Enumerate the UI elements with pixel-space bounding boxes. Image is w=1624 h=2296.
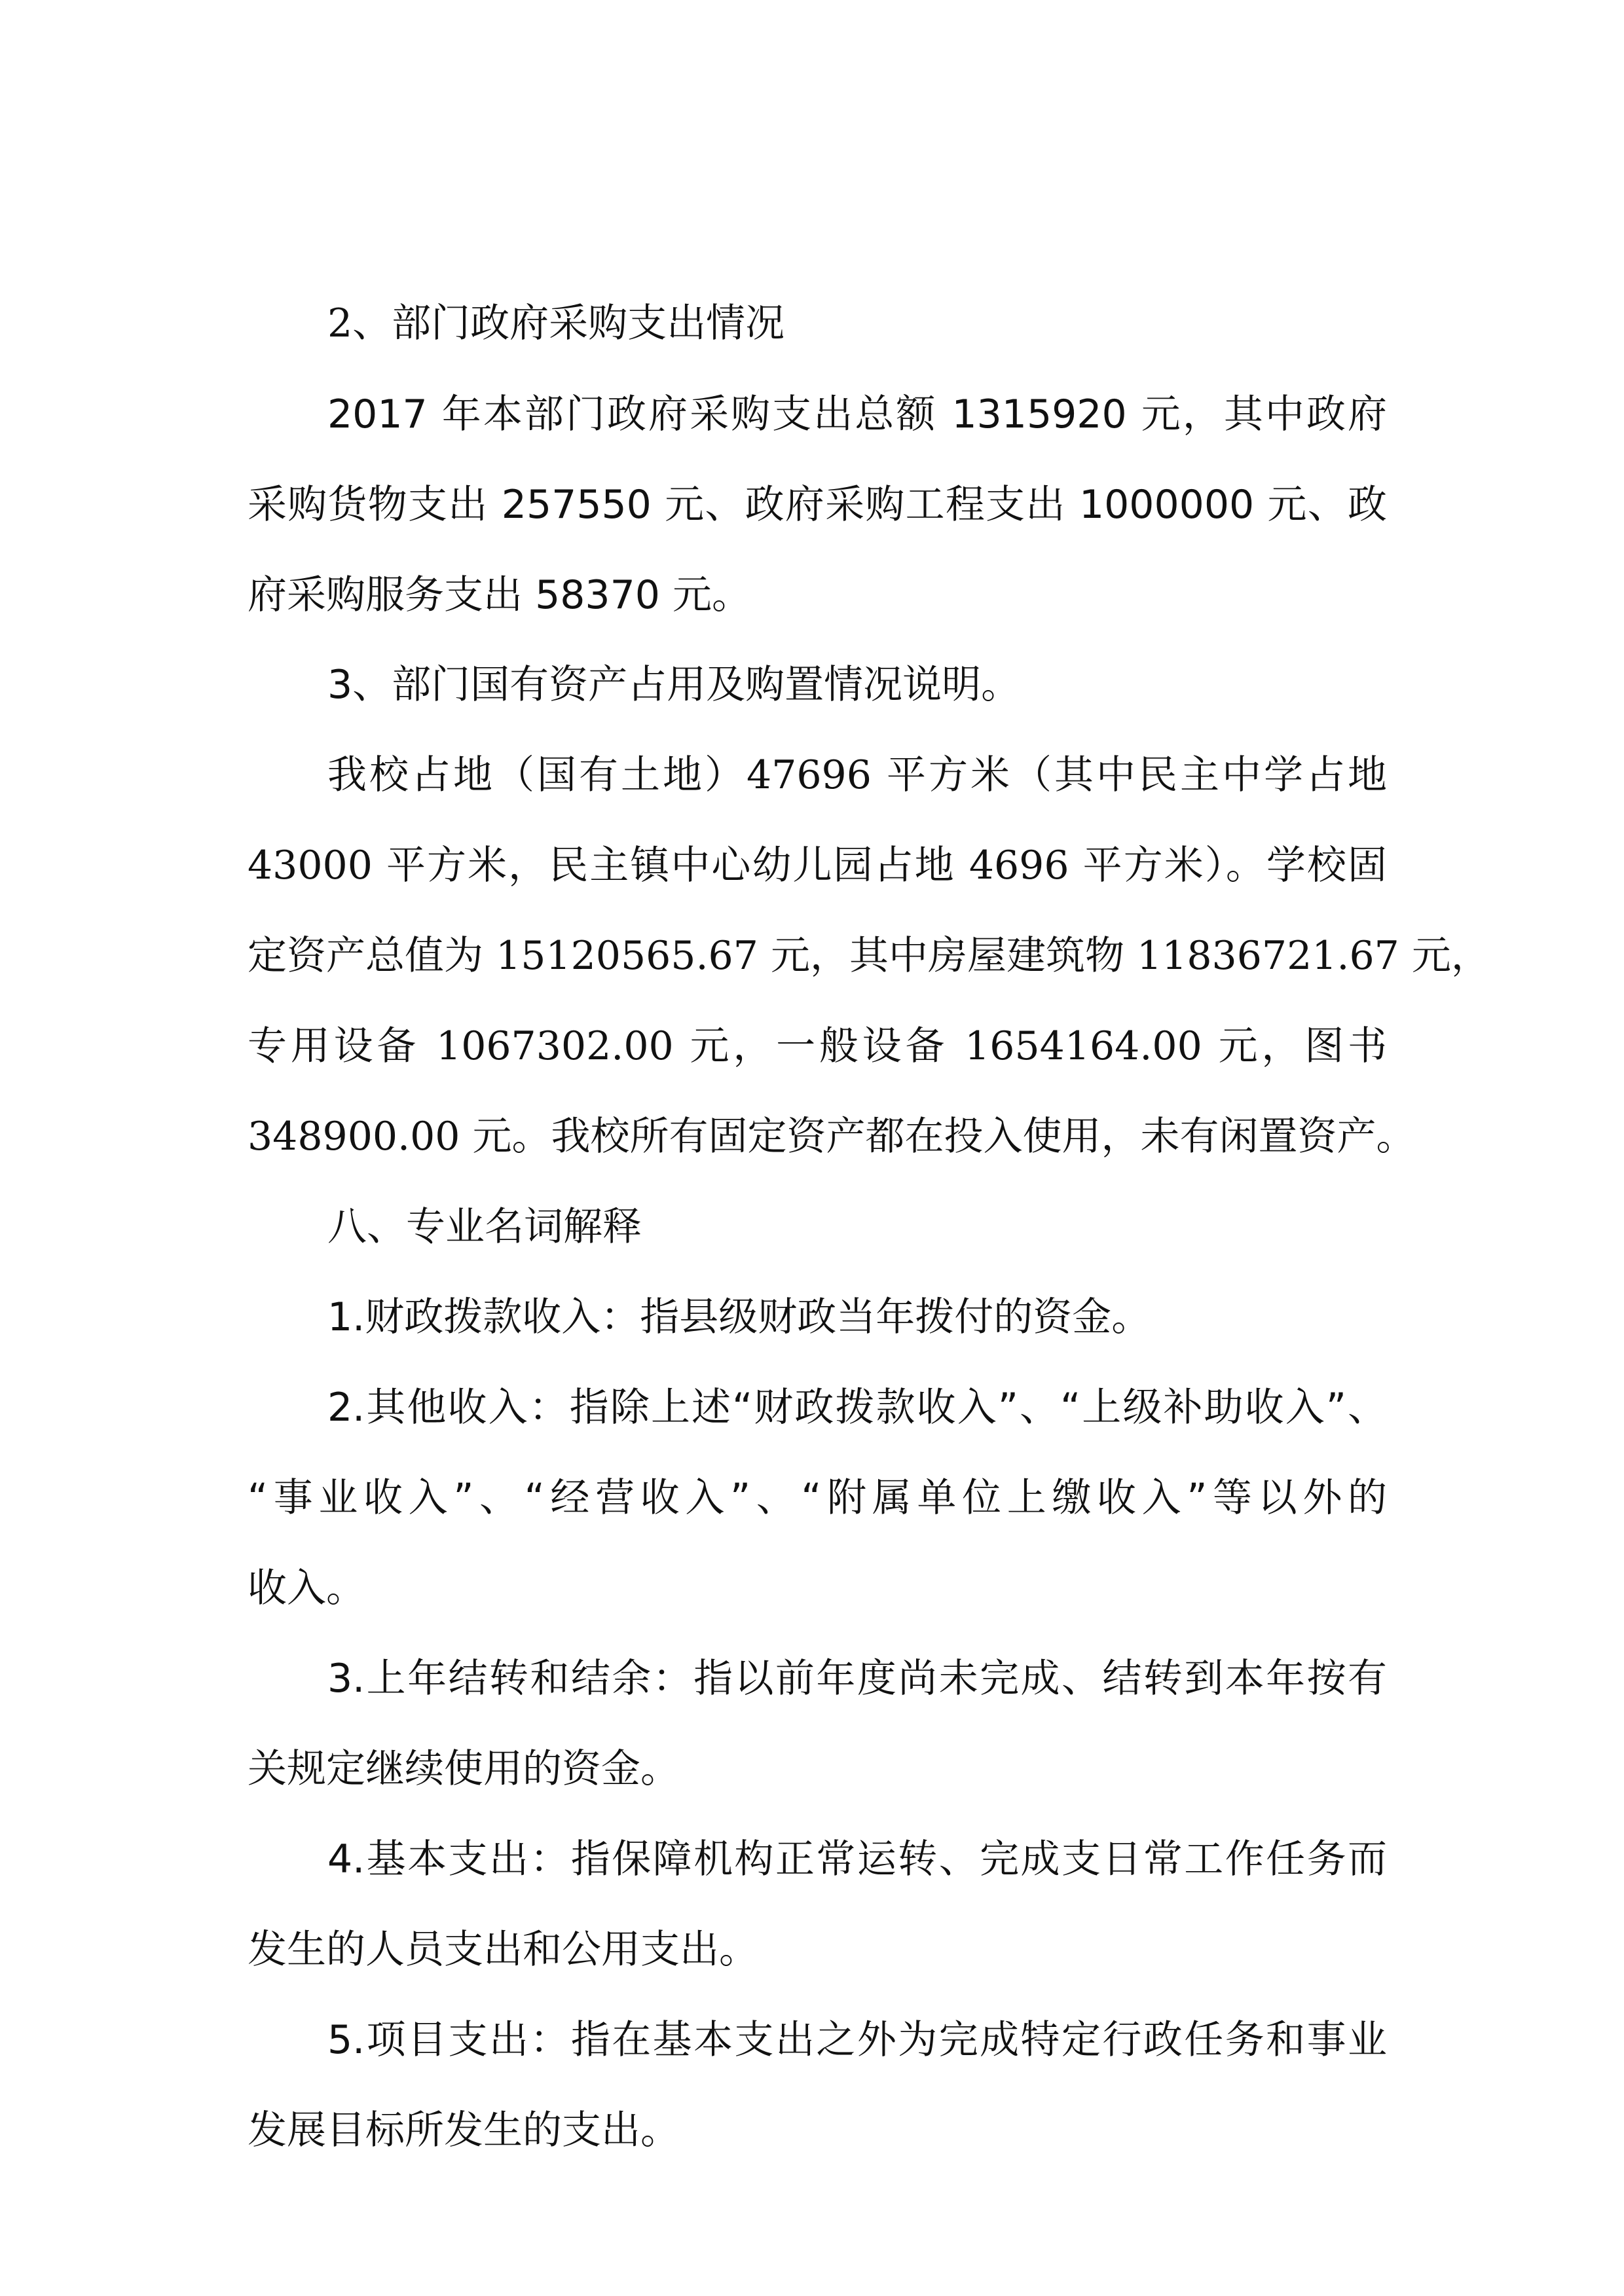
paragraph-line: 2017 年本部门政府采购支出总额 1315920 元，其中政府 bbox=[327, 392, 1387, 437]
glossary-term-line: 发展目标所发生的支出。 bbox=[248, 2107, 680, 2153]
paragraph-line: 348900.00 元。我校所有固定资产都在投入使用，未有闲置资产。 bbox=[248, 1114, 1416, 1159]
glossary-term-line: 发生的人员支出和公用支出。 bbox=[248, 1927, 758, 1973]
section-heading-assets: 3、部门国有资产占用及购置情况说明。 bbox=[327, 662, 1021, 708]
glossary-term: 1.财政拨款收入：指县级财政当年拨付的资金。 bbox=[327, 1294, 1151, 1340]
glossary-term: 5.项目支出：指在基本支出之外为完成特定行政任务和事业 bbox=[327, 2017, 1387, 2063]
paragraph-line: 采购货物支出 257550 元、政府采购工程支出 1000000 元、政 bbox=[248, 482, 1387, 528]
section-heading-glossary: 八、专业名词解释 bbox=[327, 1204, 642, 1250]
paragraph-line: 我校占地（国有土地）47696 平方米（其中民主中学占地 bbox=[327, 752, 1387, 798]
paragraph-line: 43000 平方米，民主镇中心幼儿园占地 4696 平方米）。学校固 bbox=[248, 843, 1387, 888]
paragraph-line: 府采购服务支出 58370 元。 bbox=[248, 572, 752, 618]
glossary-term: 2.其他收入：指除上述“财政拨款收入”、“上级补助收入”、 bbox=[327, 1385, 1387, 1430]
paragraph-line: 专用设备 1067302.00 元，一般设备 1654164.00 元，图书 bbox=[248, 1023, 1387, 1069]
glossary-term: 4.基本支出：指保障机构正常运转、完成支日常工作任务而 bbox=[327, 1836, 1387, 1882]
glossary-term-line: 关规定继续使用的资金。 bbox=[248, 1746, 680, 1792]
glossary-term: 3.上年结转和结余：指以前年度尚未完成、结转到本年按有 bbox=[327, 1656, 1387, 1702]
section-heading-procurement: 2、部门政府采购支出情况 bbox=[327, 301, 785, 346]
glossary-term-line: “事业收入”、“经营收入”、“附属单位上缴收入”等以外的 bbox=[248, 1475, 1387, 1521]
glossary-term-line: 收入。 bbox=[248, 1565, 365, 1611]
paragraph-line: 定资产总值为 15120565.67 元，其中房屋建筑物 11836721.67 元， bbox=[248, 933, 1490, 979]
